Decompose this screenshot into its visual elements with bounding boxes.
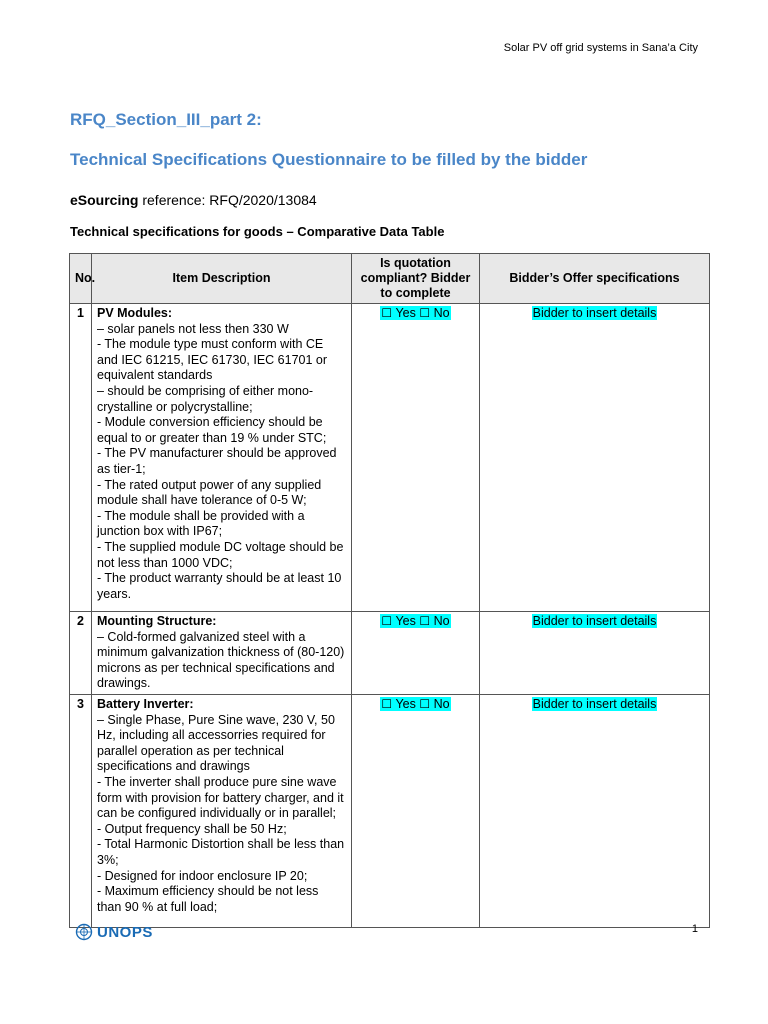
document-subtitle: Technical Specifications Questionnaire to be filled by the bidder: [70, 150, 588, 169]
bidder-details-placeholder: Bidder to insert details: [532, 614, 657, 628]
item-description: [92, 304, 352, 612]
unops-logo: [75, 922, 153, 942]
table-row: [70, 304, 710, 612]
description-line: - Output frequency shall be 50 Hz;: [97, 821, 287, 836]
table-row: [70, 694, 710, 927]
page-number: 1: [691, 923, 698, 935]
item-number: 3: [70, 694, 92, 927]
bidder-offer-cell[interactable]: [480, 694, 710, 927]
compliance-cell: [352, 304, 480, 612]
yes-checkbox-icon[interactable]: ☐: [381, 614, 393, 628]
compliance-cell: [352, 612, 480, 695]
item-heading: PV Modules:: [97, 306, 173, 320]
yes-checkbox-icon[interactable]: ☐: [381, 696, 393, 711]
no-label: No: [433, 696, 450, 711]
reference-label: eSourcing: [70, 192, 139, 208]
description-line: - Total Harmonic Distortion shall be less than 3%;: [97, 837, 345, 867]
no-label: No: [433, 306, 450, 320]
bidder-offer-cell[interactable]: [480, 304, 710, 612]
item-number: 2: [70, 612, 92, 695]
description-line: - Designed for indoor enclosure IP 20;: [97, 868, 308, 883]
header-no: No.: [70, 254, 92, 304]
header-compliant: Is quotation compliant? Bidder to complete: [352, 254, 480, 304]
un-emblem-icon: [75, 923, 93, 941]
header-bidder-offer: Bidder’s Offer specifications: [480, 254, 710, 304]
description-line: - The product warranty should be at least 10 years.: [97, 571, 342, 601]
item-description: [92, 694, 352, 927]
description-line: - The module type must conform with CE and IEC 61215, IEC 61730, IEC 61701 or equivalent standards: [97, 337, 328, 383]
no-label: No: [433, 614, 450, 628]
yes-label: Yes: [395, 614, 416, 628]
description-line: - The inverter shall produce pure sine wave form with provision for battery charger, and it can be configured individually or in parallel;: [97, 774, 344, 821]
yes-label: Yes: [395, 696, 416, 711]
description-line: - The rated output power of any supplied module shall have tolerance of 0-5 W;: [97, 477, 322, 508]
no-checkbox-icon[interactable]: ☐: [419, 696, 431, 711]
description-line: - Module conversion efficiency should be equal to or greater than 19 % under STC;: [97, 415, 327, 445]
item-heading: Mounting Structure:: [97, 614, 217, 628]
yes-no-field: [380, 697, 450, 711]
description-line: – should be comprising of either mono-crystalline or polycrystalline;: [97, 383, 314, 414]
yes-no-field: [380, 306, 450, 320]
section-title: RFQ_Section_III_part 2:: [70, 110, 262, 129]
description-line: – solar panels not less then 330 W: [97, 321, 289, 336]
description-line: - Maximum efficiency should be not less than 90 % at full load;: [97, 884, 319, 914]
no-checkbox-icon[interactable]: ☐: [419, 306, 431, 320]
yes-checkbox-icon[interactable]: ☐: [381, 306, 393, 320]
logo-text: UNOPS: [97, 923, 153, 941]
compliance-cell: [352, 694, 480, 927]
item-number: 1: [70, 304, 92, 612]
bidder-details-placeholder: Bidder to insert details: [532, 306, 657, 320]
description-line: - The module shall be provided with a junction box with IP67;: [97, 508, 305, 539]
running-header: Solar PV off grid systems in Sana’a City: [503, 42, 698, 54]
reference-text: reference: RFQ/2020/13084: [138, 192, 317, 208]
header-item-description: Item Description: [92, 254, 352, 304]
bidder-offer-cell[interactable]: [480, 612, 710, 695]
description-line: - The supplied module DC voltage should be not less than 1000 VDC;: [97, 539, 344, 570]
yes-label: Yes: [395, 306, 416, 320]
yes-no-field: [380, 614, 450, 628]
bidder-details-placeholder: Bidder to insert details: [532, 696, 657, 711]
table-row: [70, 612, 710, 695]
description-line: – Cold-formed galvanized steel with a minimum galvanization thickness of (80-120) microns as per technical specifications and drawings.: [97, 629, 345, 691]
item-heading: Battery Inverter:: [97, 696, 194, 711]
comparative-data-table: [69, 253, 710, 928]
description-line: – Single Phase, Pure Sine wave, 230 V, 50 Hz, including all accessorries required for parallel operation as per technical specifications and drawings: [97, 712, 335, 774]
no-checkbox-icon[interactable]: ☐: [419, 614, 431, 628]
esourcing-reference: [70, 192, 317, 208]
description-line: - The PV manufacturer should be approved as tier-1;: [97, 446, 337, 476]
item-description: [92, 612, 352, 695]
table-caption: Technical specifications for goods – Comparative Data Table: [70, 224, 445, 239]
